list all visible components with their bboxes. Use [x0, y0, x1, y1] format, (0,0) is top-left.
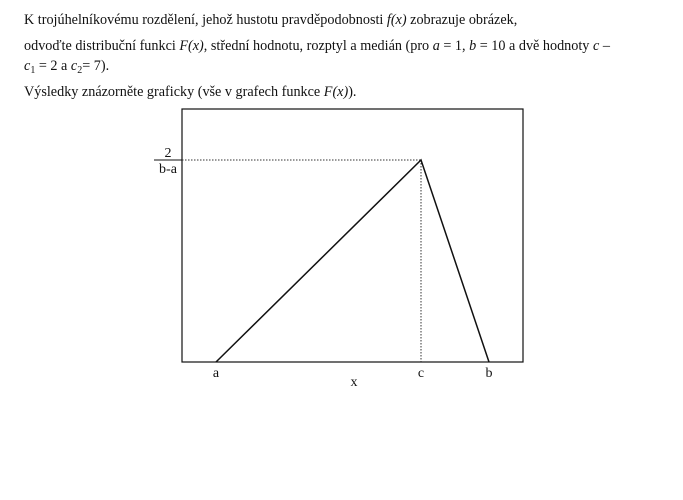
x-tick-a: a — [212, 366, 220, 381]
y-label-numerator: 2 — [164, 146, 172, 161]
x-axis-label: x — [350, 375, 358, 390]
text-segment: zobrazuje obrázek, — [406, 12, 518, 28]
math-c: c — [592, 38, 600, 54]
text-segment: K trojúhelníkovému rozdělení, jehož hustotu pravděpodobnosti — [24, 12, 387, 28]
problem-text — [24, 10, 669, 108]
problem-line-1 — [24, 10, 669, 30]
text-segment: odvoďte distribuční funkci — [24, 38, 180, 54]
text-segment: = 10 a dvě hodnoty — [476, 38, 593, 54]
math-c2: c — [70, 58, 78, 74]
plot-frame — [182, 109, 523, 362]
text-segment: = 7). — [82, 58, 110, 74]
text-segment: – — [599, 38, 610, 54]
text-segment: Výsledky znázorněte graficky (vše v grafech funkce — [24, 84, 324, 100]
problem-line-4 — [24, 82, 669, 102]
y-label-denominator: b-a — [159, 162, 177, 177]
math-c1: c — [24, 58, 31, 74]
text-segment: = 1, — [439, 38, 470, 54]
math-fx: f(x) — [386, 12, 407, 28]
subscript-2: 2 — [77, 65, 83, 76]
text-segment: , střední hodnotu, rozptyl a medián (pro — [203, 38, 433, 54]
density-triangle — [216, 160, 489, 362]
density-figure — [140, 102, 540, 402]
density-plot — [140, 102, 540, 402]
text-segment: ). — [348, 84, 357, 100]
math-Fx: F(x) — [179, 38, 204, 54]
problem-line-2 — [24, 36, 669, 76]
math-Fx: F(x) — [323, 84, 349, 100]
text-segment: = 2 a — [35, 58, 71, 74]
subscript-1: 1 — [30, 65, 36, 76]
x-tick-c: c — [417, 366, 425, 381]
math-a: a — [432, 38, 440, 54]
math-b: b — [469, 38, 477, 54]
x-tick-b: b — [485, 366, 493, 381]
